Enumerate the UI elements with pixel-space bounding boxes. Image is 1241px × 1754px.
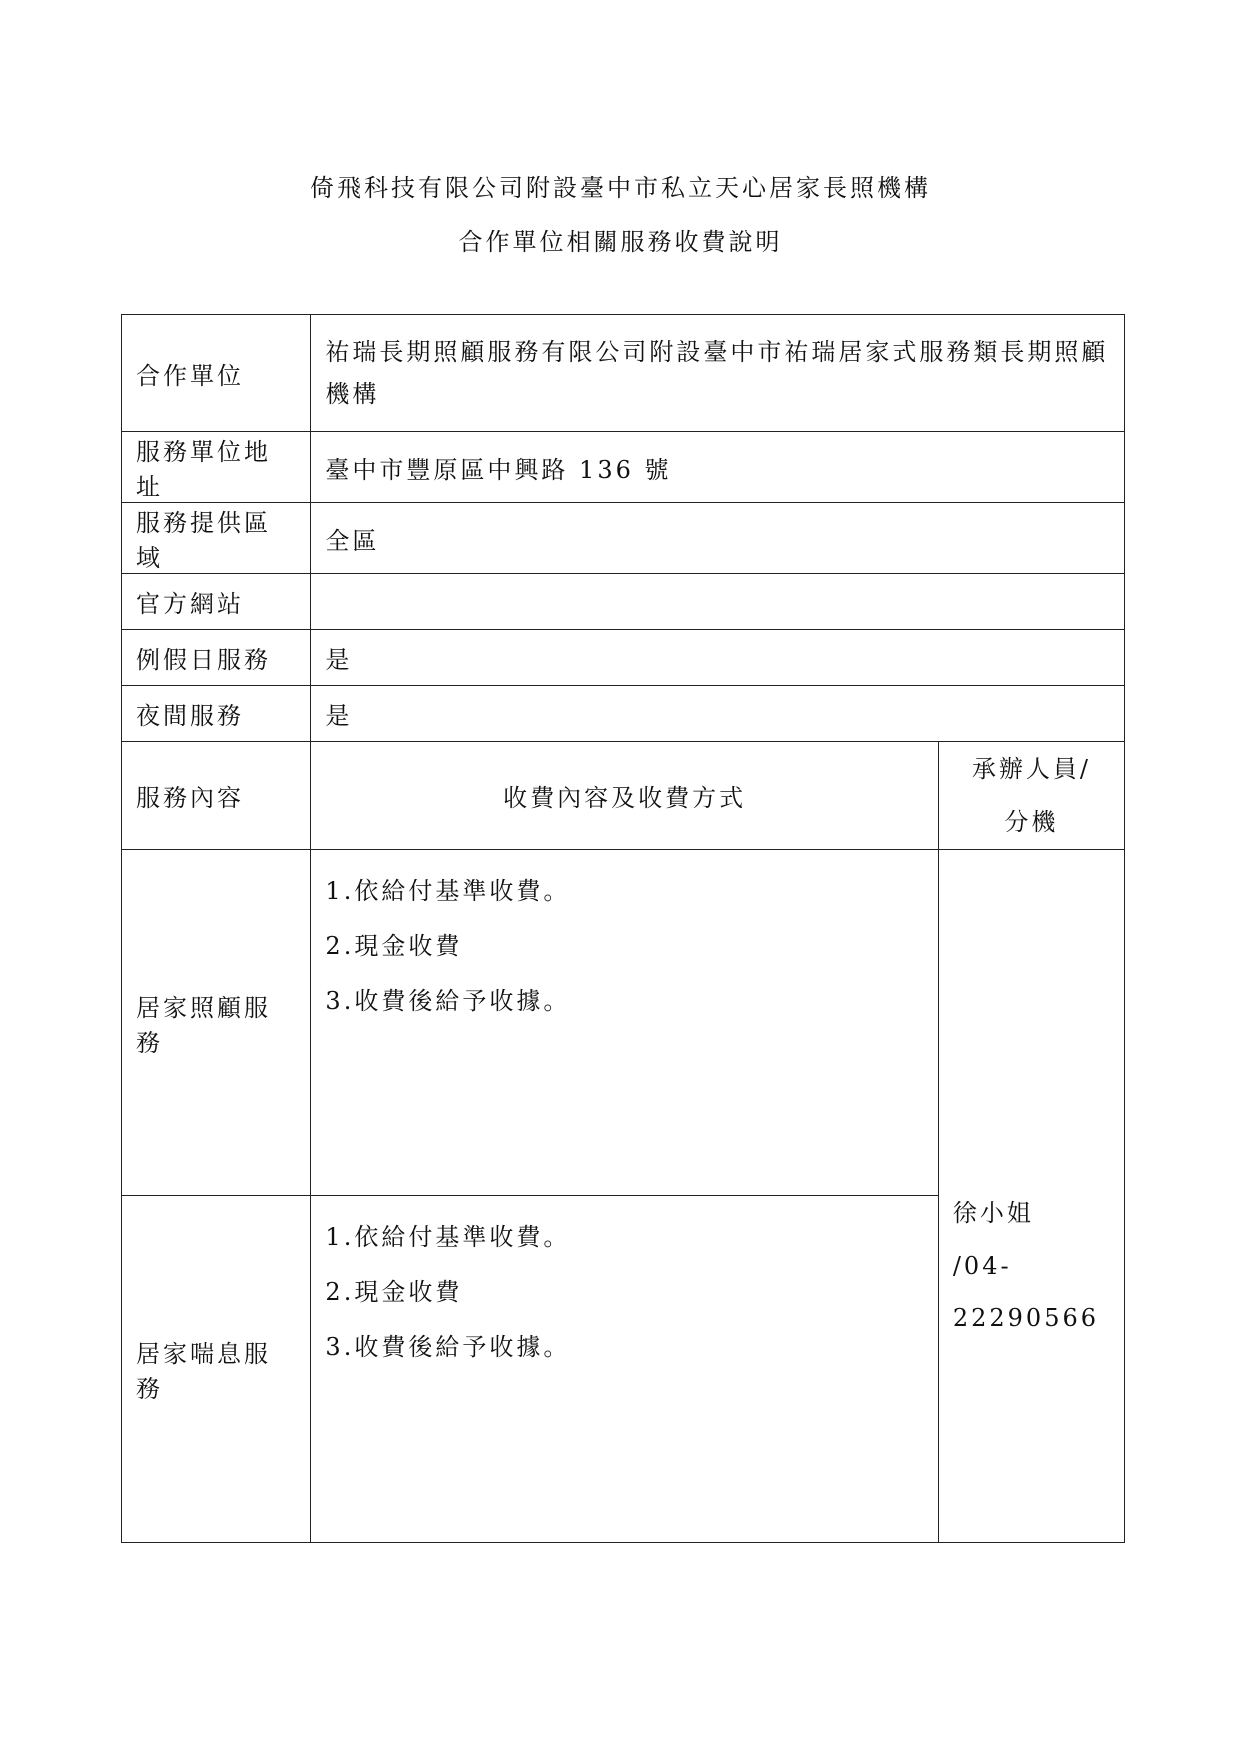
- service-content-header: 服務內容: [122, 742, 311, 850]
- fee-line: 3.收費後給予收據。: [325, 1333, 571, 1361]
- website-row: [122, 574, 1125, 630]
- holiday-label: 例假日服務: [122, 630, 311, 686]
- holiday-value: 是: [311, 630, 1125, 686]
- header-row: [122, 742, 1125, 850]
- service-name: 居家照顧服務: [122, 850, 311, 1196]
- fee-line: 2.現金收費: [325, 1278, 463, 1306]
- contact-cell: [938, 850, 1124, 1543]
- service-name: 居家喘息服務: [122, 1196, 311, 1543]
- night-value: 是: [311, 686, 1125, 742]
- fee-line: 1.依給付基準收費。: [325, 877, 571, 905]
- partner-label: 合作單位: [122, 315, 311, 432]
- contact-phone: /04-22290566: [952, 1251, 1099, 1333]
- service-fees: [311, 850, 938, 1196]
- fee-line: 1.依給付基準收費。: [325, 1223, 571, 1251]
- contact-header-line1: 承辦人員/: [971, 754, 1091, 783]
- address-label: 服務單位地址: [122, 432, 311, 503]
- document-title: 倚飛科技有限公司附設臺中市私立天心居家長照機構: [310, 174, 931, 202]
- address-value: 臺中市豐原區中興路 136 號: [311, 432, 1125, 503]
- fee-line: 2.現金收費: [325, 932, 463, 960]
- contact-name: 徐小姐: [952, 1198, 1034, 1227]
- fee-line: 3.收費後給予收據。: [325, 987, 571, 1015]
- area-label: 服務提供區域: [122, 503, 311, 574]
- document-subtitle: 合作單位相關服務收費說明: [458, 228, 783, 256]
- service-fees: [311, 1196, 938, 1543]
- partner-value: 祐瑞長期照顧服務有限公司附設臺中市祐瑞居家式服務類長期照顧機構: [311, 315, 1125, 432]
- contact-header-line2: 分機: [1004, 807, 1059, 836]
- holiday-row: [122, 630, 1125, 686]
- service-row: [122, 850, 1125, 1196]
- night-row: [122, 686, 1125, 742]
- website-label: 官方網站: [122, 574, 311, 630]
- fee-content-header: 收費內容及收費方式: [311, 742, 938, 850]
- night-label: 夜間服務: [122, 686, 311, 742]
- area-row: [122, 503, 1125, 574]
- website-value: [311, 574, 1125, 630]
- partner-row: [122, 315, 1125, 432]
- area-value: 全區: [311, 503, 1125, 574]
- contact-header: [938, 742, 1124, 850]
- service-fee-table: [121, 314, 1125, 1543]
- address-row: [122, 432, 1125, 503]
